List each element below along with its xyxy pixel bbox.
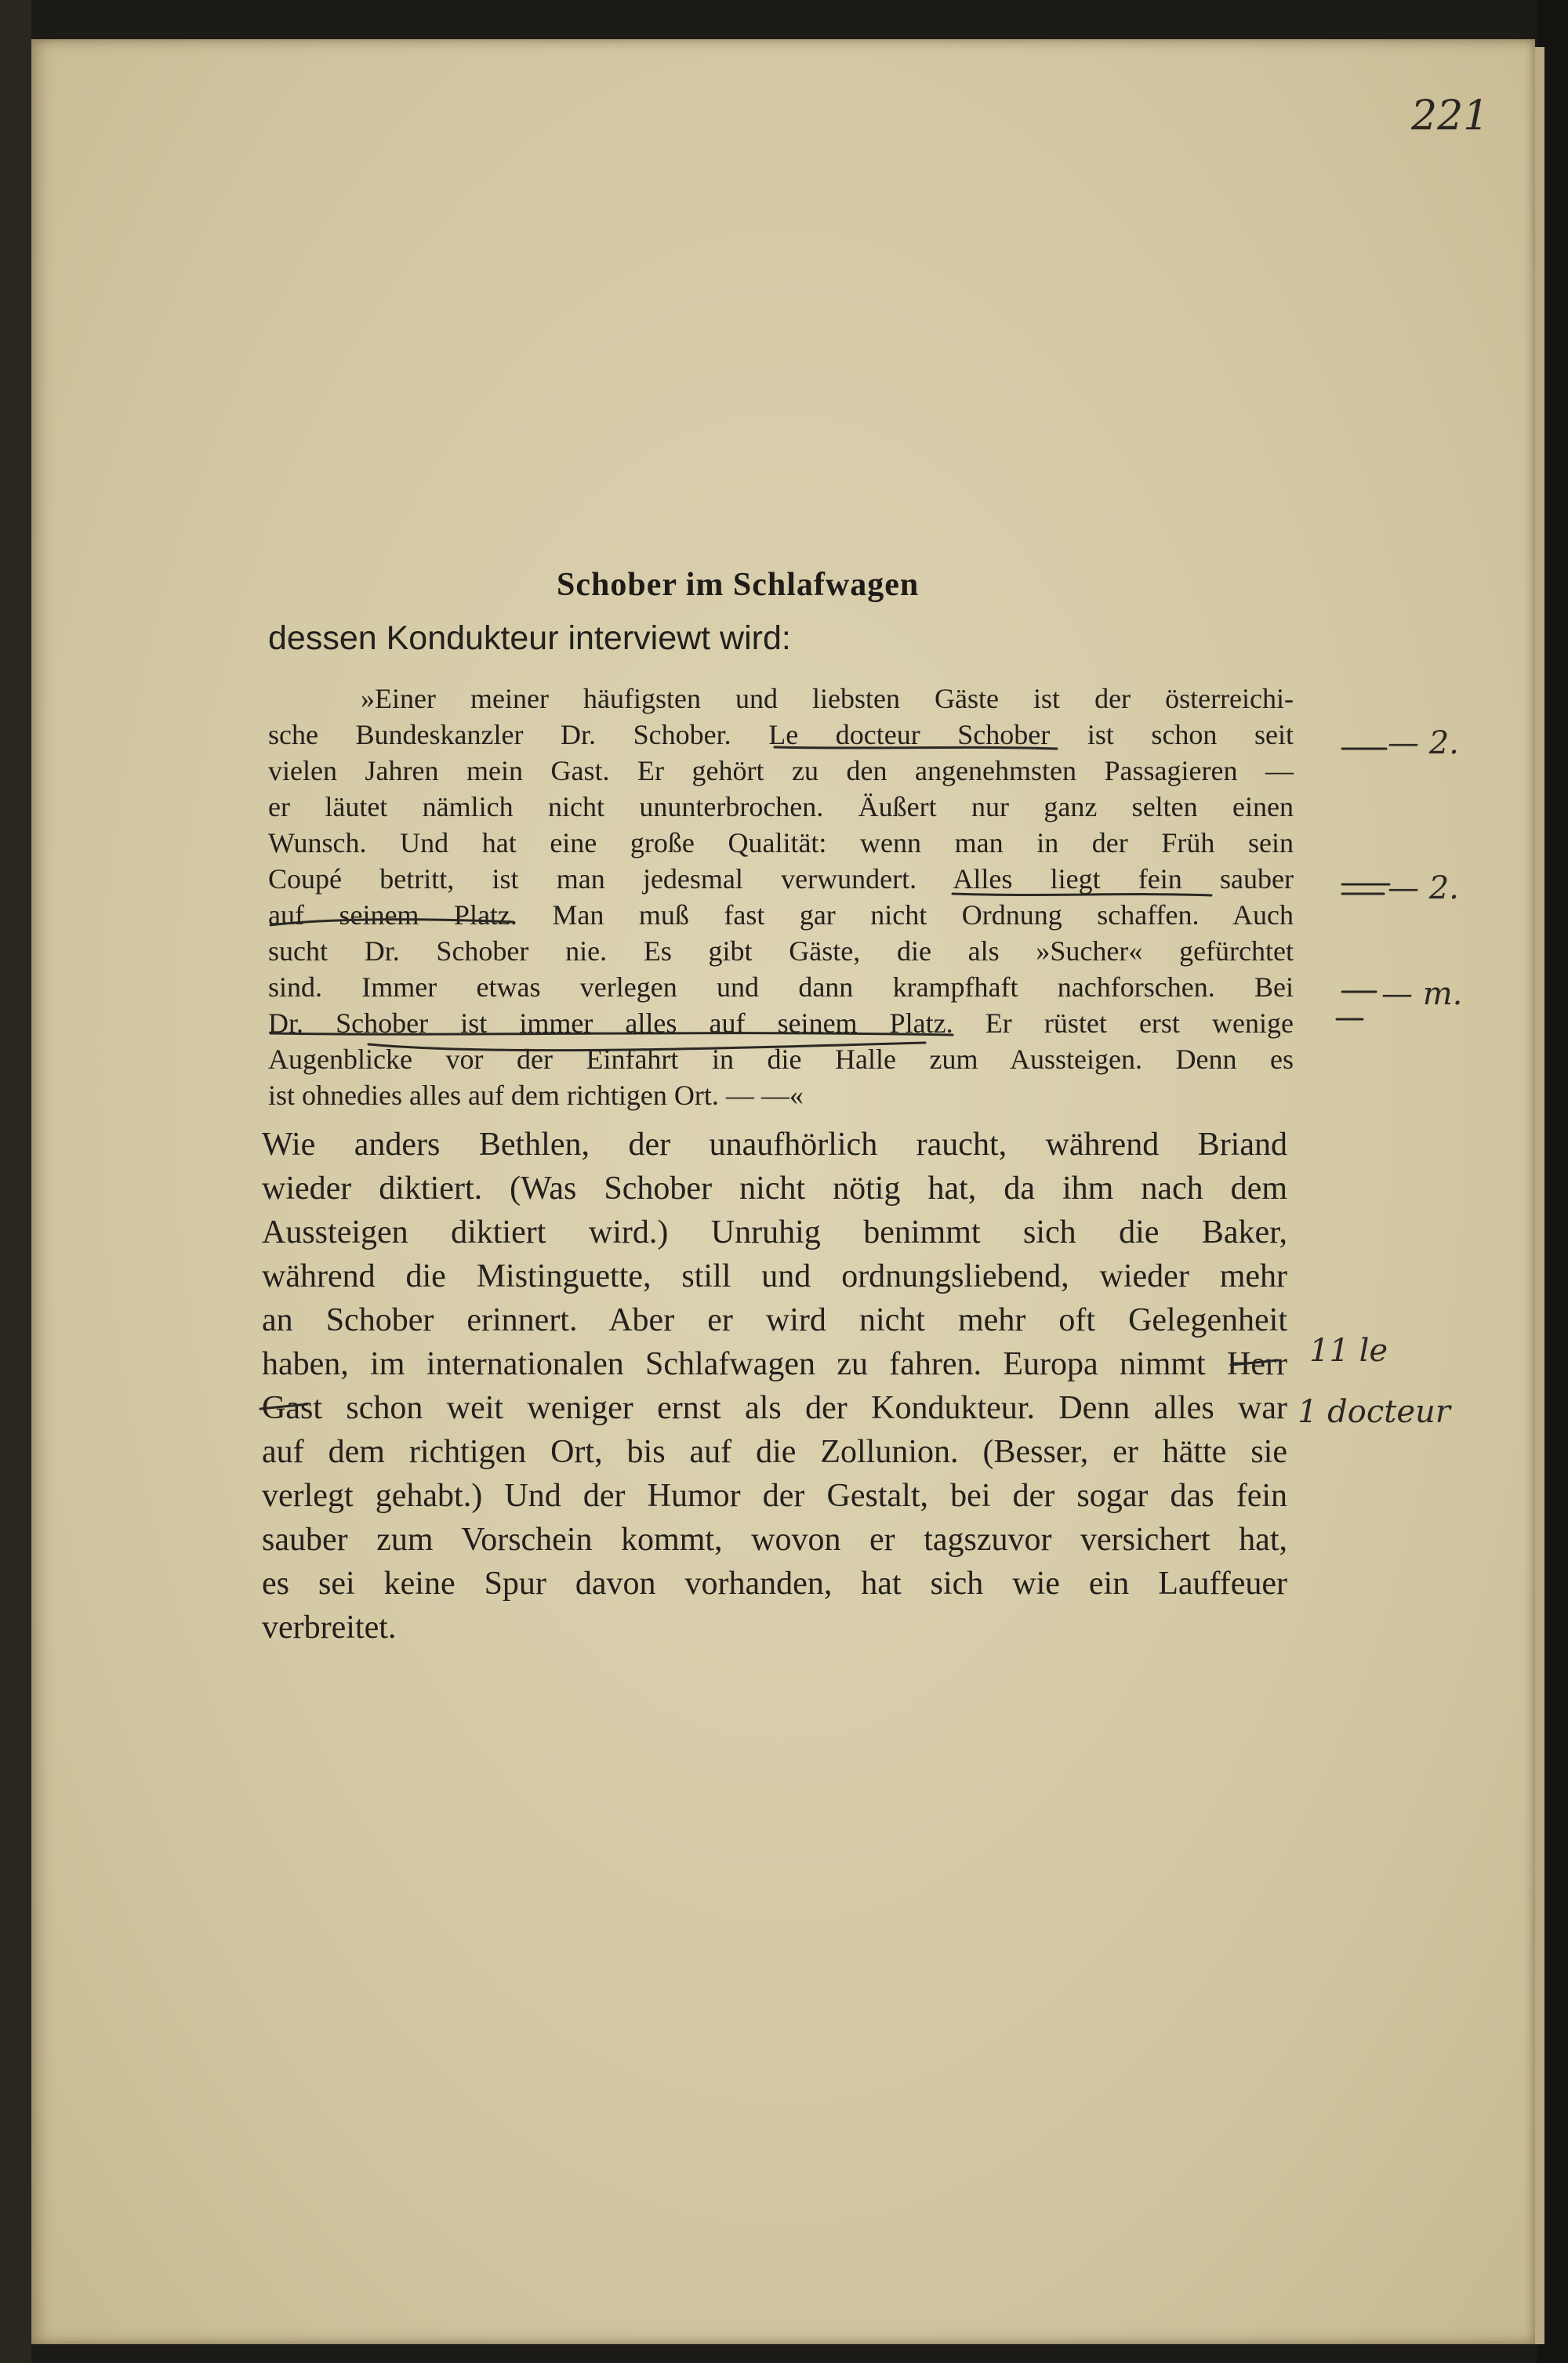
page-number: 221 (1411, 93, 1490, 140)
article-title: Schober im Schlafwagen (557, 567, 920, 603)
body-line: Aussteigen diktiert wird.) Unruhig benimmt sich die Baker, (262, 1214, 1287, 1250)
margin-note: — 2. (1388, 725, 1459, 761)
margin-note: 11 le (1309, 1333, 1388, 1369)
body-line: Wie anders Bethlen, der unaufhörlich raucht, während Briand (262, 1127, 1287, 1163)
body-line: Gast schon weit weniger ernst als der Kondukteur. Denn alles war (262, 1390, 1287, 1426)
article-intro: dessen Kondukteur interviewt wird: (268, 619, 791, 657)
quote-line: »Einer meiner häufigsten und liebsten Gäste ist der österreichi- (361, 683, 1294, 714)
quote-line: Wunsch. Und hat eine große Qualität: wenn man in der Früh sein (268, 827, 1294, 858)
body-line: verbreitet. (262, 1610, 397, 1646)
body-line: haben, im internationalen Schlafwagen zu fahren. Europa nimmt Herr (262, 1346, 1287, 1382)
quote-line: er läutet nämlich nicht ununterbrochen. Äußert nur ganz selten einen (268, 791, 1294, 822)
body-line: wieder diktiert. (Was Schober nicht nötig hat, da ihm nach dem (262, 1171, 1287, 1207)
quote-line: auf seinem Platz. Man muß fast gar nicht Ordnung schaffen. Auch (268, 899, 1294, 931)
body-line: an Schober erinnert. Aber er wird nicht mehr oft Gelegenheit (262, 1302, 1287, 1338)
body-line: während die Mistinguette, still und ordnungsliebend, wieder mehr (262, 1258, 1287, 1294)
margin-note: — 2. (1388, 870, 1459, 906)
scan-background-left (0, 0, 31, 2363)
quote-line: sche Bundeskanzler Dr. Schober. Le docteur Schober ist schon seit (268, 719, 1294, 750)
quote-line: Dr. Schober ist immer alles auf seinem Platz. Er rüstet erst wenige (268, 1007, 1294, 1039)
body-line: verlegt gehabt.) Und der Humor der Gestalt, bei der sogar das fein (262, 1478, 1287, 1514)
quote-line: sind. Immer etwas verlegen und dann krampfhaft nachforschen. Bei (268, 971, 1294, 1003)
quote-line: sucht Dr. Schober nie. Es gibt Gäste, die als »Sucher« gefürchtet (268, 935, 1294, 967)
quote-line: vielen Jahren mein Gast. Er gehört zu den angenehmsten Passagieren — (268, 755, 1294, 786)
margin-note: 1 docteur (1298, 1394, 1450, 1430)
quote-line: Coupé betritt, ist man jedesmal verwundert. Alles liegt fein sauber (268, 863, 1294, 895)
underlying-page-edge (1535, 47, 1544, 2344)
body-line: auf dem richtigen Ort, bis auf die Zollunion. (Besser, er hätte sie (262, 1434, 1287, 1470)
quote-line: ist ohnedies alles auf dem richtigen Ort. — —« (268, 1080, 804, 1111)
margin-note: — m. (1381, 976, 1463, 1012)
body-line: sauber zum Vorschein kommt, wovon er tagszuvor versichert hat, (262, 1522, 1287, 1558)
body-line: es sei keine Spur davon vorhanden, hat sich wie ein Lauffeuer (262, 1566, 1287, 1602)
quote-line: Augenblicke vor der Einfahrt in die Halle zum Aussteigen. Denn es (268, 1044, 1294, 1075)
